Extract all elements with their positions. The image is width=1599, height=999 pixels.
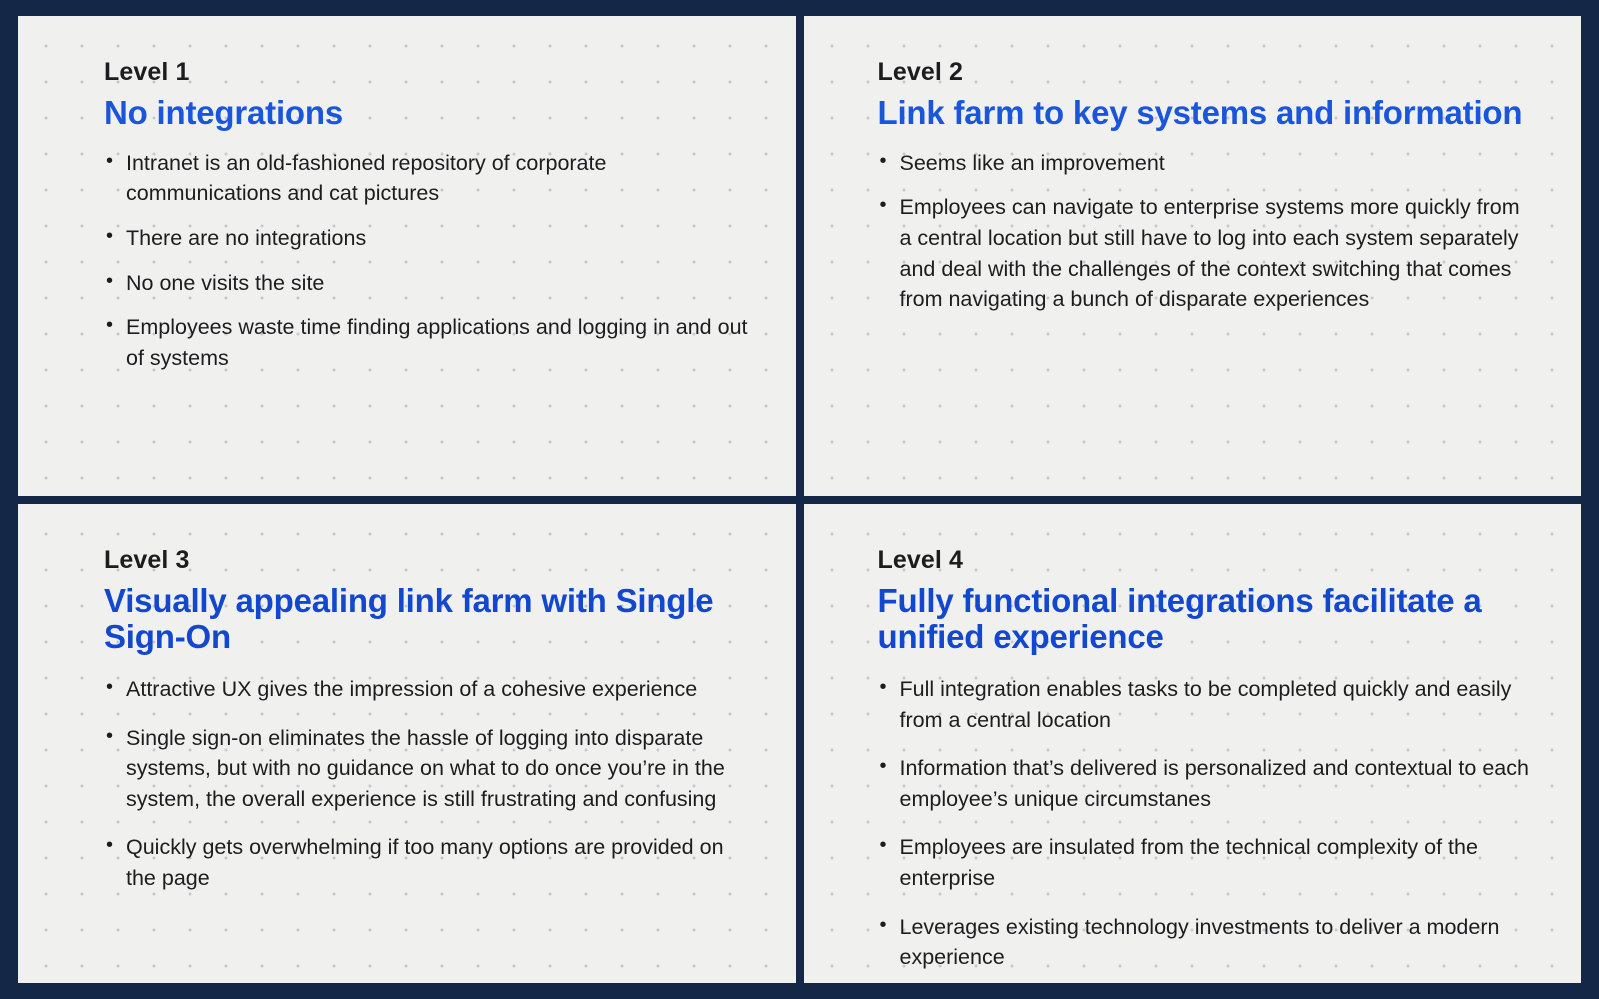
list-item: • Seems like an improvement <box>878 148 1530 179</box>
quadrant-level-4 <box>804 504 1582 984</box>
level-title: Fully functional integrations facilitate a unified experience <box>877 581 1482 656</box>
quadrant-level-3 <box>18 504 796 984</box>
list-item: • Information that’s delivered is personalized and contextual to each employee’s unique circumstanes <box>878 753 1530 814</box>
level-title: Link farm to key systems and information <box>877 94 1523 131</box>
level-label: Level 2 <box>877 58 963 86</box>
list-item: • Single sign-on eliminates the hassle of logging into disparate systems, but with no guidance on what to do once you’re in the system, the overall experience is still frustrating and confusing <box>104 723 748 815</box>
level-label: Level 1 <box>104 58 190 86</box>
list-item: • Full integration enables tasks to be completed quickly and easily from a central location <box>878 674 1530 735</box>
list-item: • Employees can navigate to enterprise systems more quickly from a central location but still have to log into each system separately and deal with the challenges of the context switching that comes from navigating a bunch of disparate experiences <box>878 192 1530 314</box>
list-item: • Attractive UX gives the impression of a cohesive experience <box>104 674 748 705</box>
list-item: • Leverages existing technology investments to deliver a modern experience <box>878 912 1530 973</box>
bullet-list <box>104 148 748 373</box>
bullet-list <box>878 148 1534 315</box>
quadrant-grid <box>18 16 1581 983</box>
level-label: Level 4 <box>877 545 963 574</box>
bullet-list <box>878 674 1534 972</box>
level-title: Visually appealing link farm with Single Sign-On <box>104 581 714 656</box>
list-item: • Quickly gets overwhelming if too many options are provided on the page <box>104 832 748 893</box>
level-title: No integrations <box>104 94 344 131</box>
quadrant-level-2 <box>804 16 1582 496</box>
level-label: Level 3 <box>104 545 190 574</box>
list-item: • No one visits the site <box>104 268 748 299</box>
bullet-list <box>104 674 748 893</box>
list-item: • There are no integrations <box>104 223 748 254</box>
quadrant-level-1 <box>18 16 796 496</box>
list-item: • Employees are insulated from the technical complexity of the enterprise <box>878 832 1530 893</box>
list-item: • Employees waste time finding applications and logging in and out of systems <box>104 312 748 373</box>
list-item: • Intranet is an old-fashioned repository of corporate communications and cat pictures <box>104 148 748 209</box>
